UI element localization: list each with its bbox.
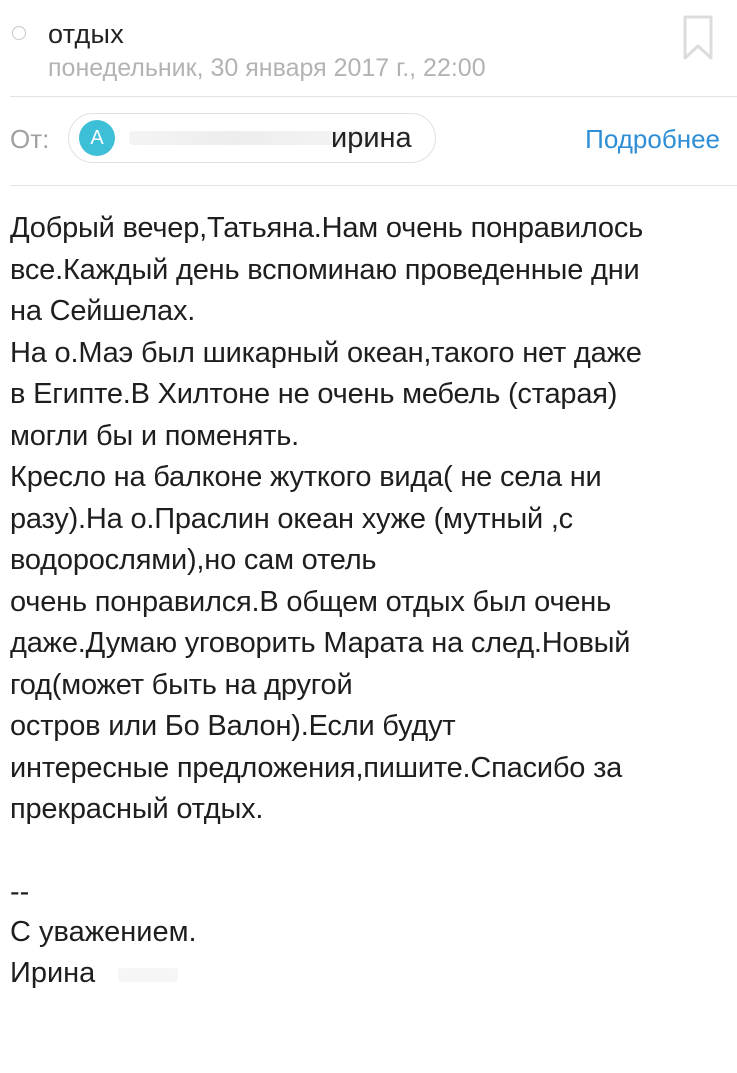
message-body [10,208,730,831]
body-line: интересные предложения,пишите.Спасибо за [10,751,623,784]
body-line: водорослями),но сам отель [10,544,377,576]
body-line: могли бы и поменять. [10,419,300,452]
body-line: очень понравился.В общем отдых был очень [10,585,612,618]
avatar: А [79,120,115,156]
message-subject: отдых [48,19,125,49]
signature-name: Ирина [10,957,96,989]
sender-row [0,97,737,185]
body-line: остров или Бо Валон).Если будут [10,710,456,742]
body-line: Добрый вечер,Татьяна.Нам очень понравилось [10,212,644,244]
bookmark-icon[interactable] [680,14,716,62]
body-line: все.Каждый день вспоминаю проведенные дни [10,253,640,286]
body-line: на Сейшелах. [10,295,196,327]
body-line: Кресло на балконе жуткого вида( не села ни [10,461,602,493]
sender-divider [10,185,737,186]
body-line: в Египте.В Хилтоне не очень мебель (старая) [10,378,618,410]
message-date: понедельник, 30 января 2017 г., 22:00 [48,54,486,82]
unread-indicator-icon[interactable] [12,26,26,40]
signature-separator: -- [10,876,30,908]
from-label: От: [10,124,50,154]
body-line: На о.Маэ был шикарный океан,такого нет даже [10,336,642,369]
sender-chip[interactable] [68,113,436,163]
body-line: год(может быть на другой [10,668,353,701]
redacted-surname [118,968,178,982]
signature-regards: С уважением. [10,916,197,948]
body-line: даже.Думаю уговорить Марата на след.Новый [10,627,631,659]
body-line: прекрасный отдых. [10,793,264,825]
message-header [0,0,737,96]
body-line: разу).На о.Праслин океан хуже (мутный ,с [10,502,573,535]
sender-name: ирина [331,122,412,154]
details-link[interactable]: Подробнее [585,124,720,154]
